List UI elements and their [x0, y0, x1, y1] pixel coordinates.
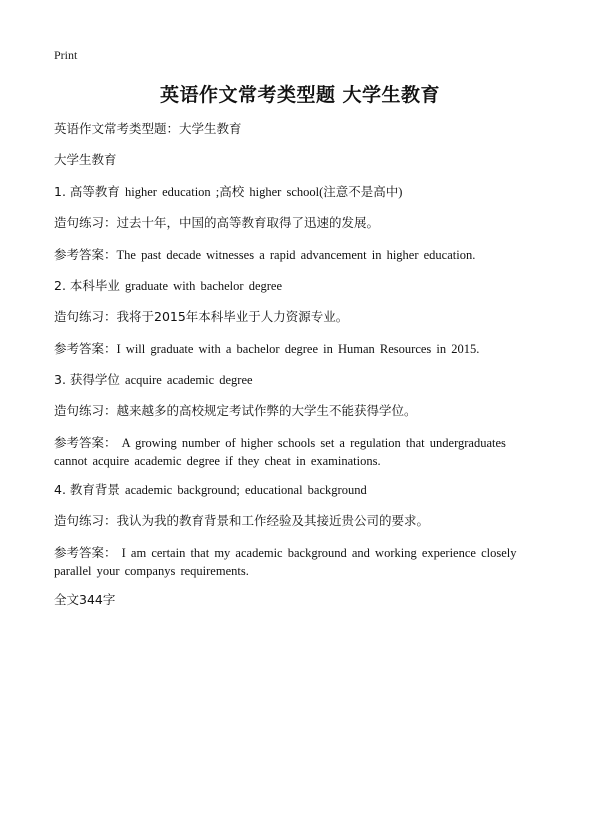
subtitle-line: 英语作文常考类型题：大学生教育: [54, 121, 242, 136]
item-2-heading-cn: 2. 本科毕业: [54, 278, 120, 293]
page-title: 英语作文常考类型题 大学生教育: [159, 84, 441, 106]
item-4-heading-cn: 4. 教育背景: [54, 482, 120, 497]
item-4-answer-en: I am certain that my academic background and working experience closely parallel your companys requirements.: [54, 546, 517, 578]
item-3-heading-en: acquire academic degree: [119, 373, 253, 387]
item-3-answer-en: A growing number of higher schools set a regulation that undergraduates cannot acquire academic degree if they cheat in examinations.: [54, 436, 506, 468]
item-4-heading: [54, 481, 544, 499]
item-3-heading: [54, 371, 544, 389]
item-2-heading-en: graduate with bachelor degree: [119, 279, 282, 293]
print-label: Print: [54, 48, 78, 62]
item-3-practice: 造句练习：越来越多的高校规定考试作弊的大学生不能获得学位。: [54, 403, 417, 418]
item-2-answer: [54, 340, 544, 358]
item-4-answer-label: 参考答案：: [54, 545, 117, 560]
item-2-answer-label: 参考答案：: [54, 341, 117, 356]
item-1-heading-en: higher education ;高校 higher school(注意不是高中): [119, 185, 403, 199]
item-4-answer: [54, 544, 544, 580]
item-1-answer: [54, 246, 544, 264]
topic-line: 大学生教育: [54, 152, 117, 167]
item-4-practice: 造句练习：我认为我的教育背景和工作经验及其接近贵公司的要求。: [54, 513, 430, 528]
item-1-heading: [54, 183, 544, 201]
item-3-answer: [54, 434, 544, 470]
word-count: 全文344字: [54, 592, 116, 607]
item-3-answer-label: 参考答案：: [54, 435, 117, 450]
item-4-heading-en: academic background; educational background: [119, 483, 367, 497]
item-1-answer-en: The past decade witnesses a rapid advancement in higher education.: [116, 248, 476, 262]
item-1-heading-cn: 1. 高等教育: [54, 184, 120, 199]
item-2-practice: 造句练习：我将于2015年本科毕业于人力资源专业。: [54, 309, 349, 324]
item-1-practice: 造句练习：过去十年，中国的高等教育取得了迅速的发展。: [54, 215, 380, 230]
item-3-heading-cn: 3. 获得学位: [54, 372, 120, 387]
item-1-answer-label: 参考答案：: [54, 247, 117, 262]
item-2-answer-en: I will graduate with a bachelor degree in Human Resources in 2015.: [116, 342, 480, 356]
item-2-heading: [54, 277, 544, 295]
